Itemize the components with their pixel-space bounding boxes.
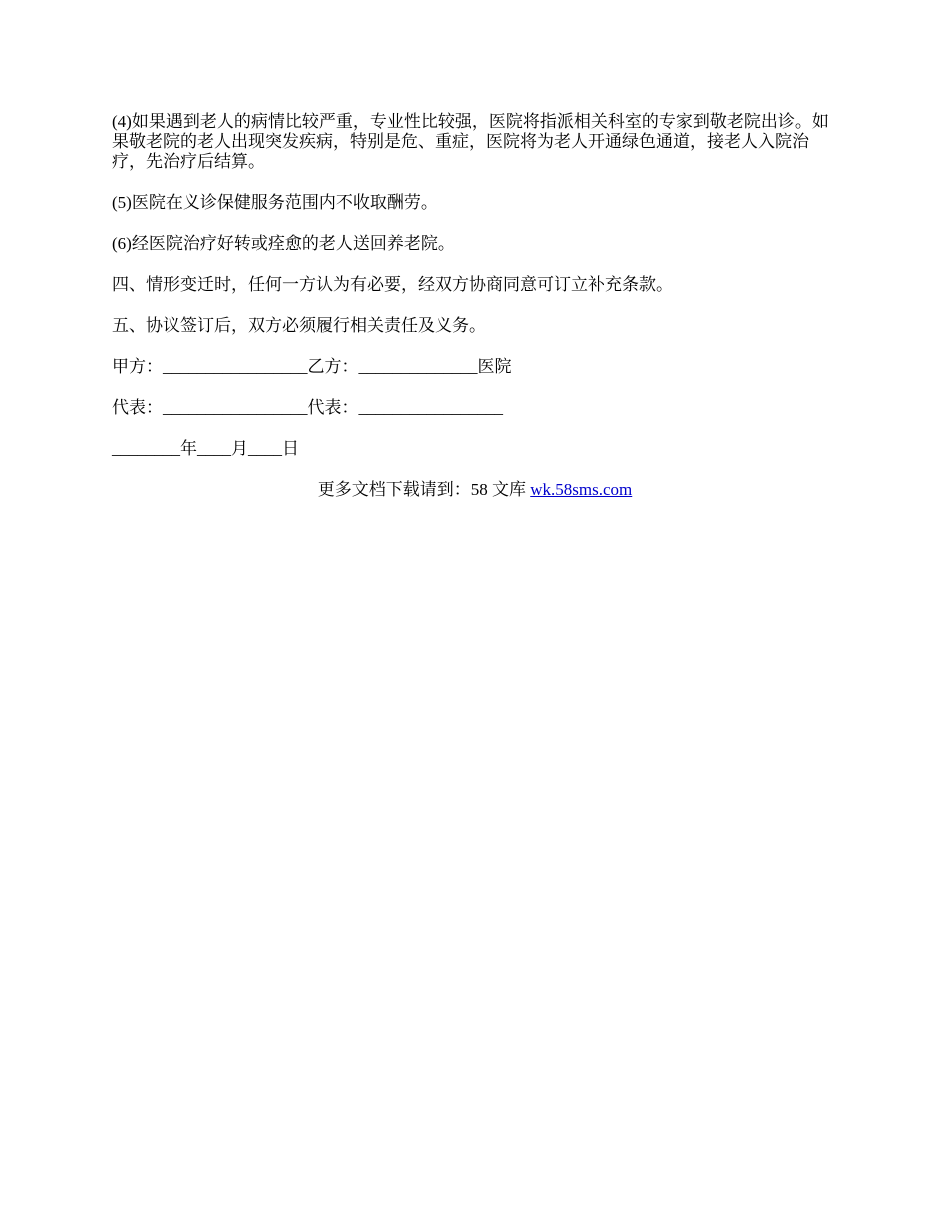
date-line: ________年____月____日 bbox=[112, 439, 299, 458]
footer bbox=[112, 480, 838, 500]
document-page bbox=[112, 112, 838, 500]
party-signature-line: 甲方：_________________乙方：______________医院 bbox=[112, 357, 512, 376]
paragraph-item-6: (6)经医院治疗好转或痊愈的老人送回养老院。 bbox=[112, 234, 455, 253]
footer-link[interactable]: wk.58sms.com bbox=[530, 480, 633, 499]
paragraph-clause-4: 四、情形变迁时，任何一方认为有必要，经双方协商同意可订立补充条款。 bbox=[112, 275, 673, 294]
representative-signature-line: 代表：_________________代表：_________________ bbox=[112, 398, 503, 417]
paragraph-item-5: (5)医院在义诊保健服务范围内不收取酬劳。 bbox=[112, 193, 438, 212]
paragraph-item-4: (4)如果遇到老人的病情比较严重，专业性比较强，医院将指派相关科室的专家到敬老院出诊。如果敬老院的老人出现突发疾病，特别是危、重症，医院将为老人开通绿色通道，接老人入院治疗，先治疗后结算。 bbox=[112, 112, 829, 171]
paragraph-clause-5: 五、协议签订后，双方必须履行相关责任及义务。 bbox=[112, 316, 486, 335]
footer-text: 更多文档下载请到：58 文库 bbox=[317, 480, 531, 499]
